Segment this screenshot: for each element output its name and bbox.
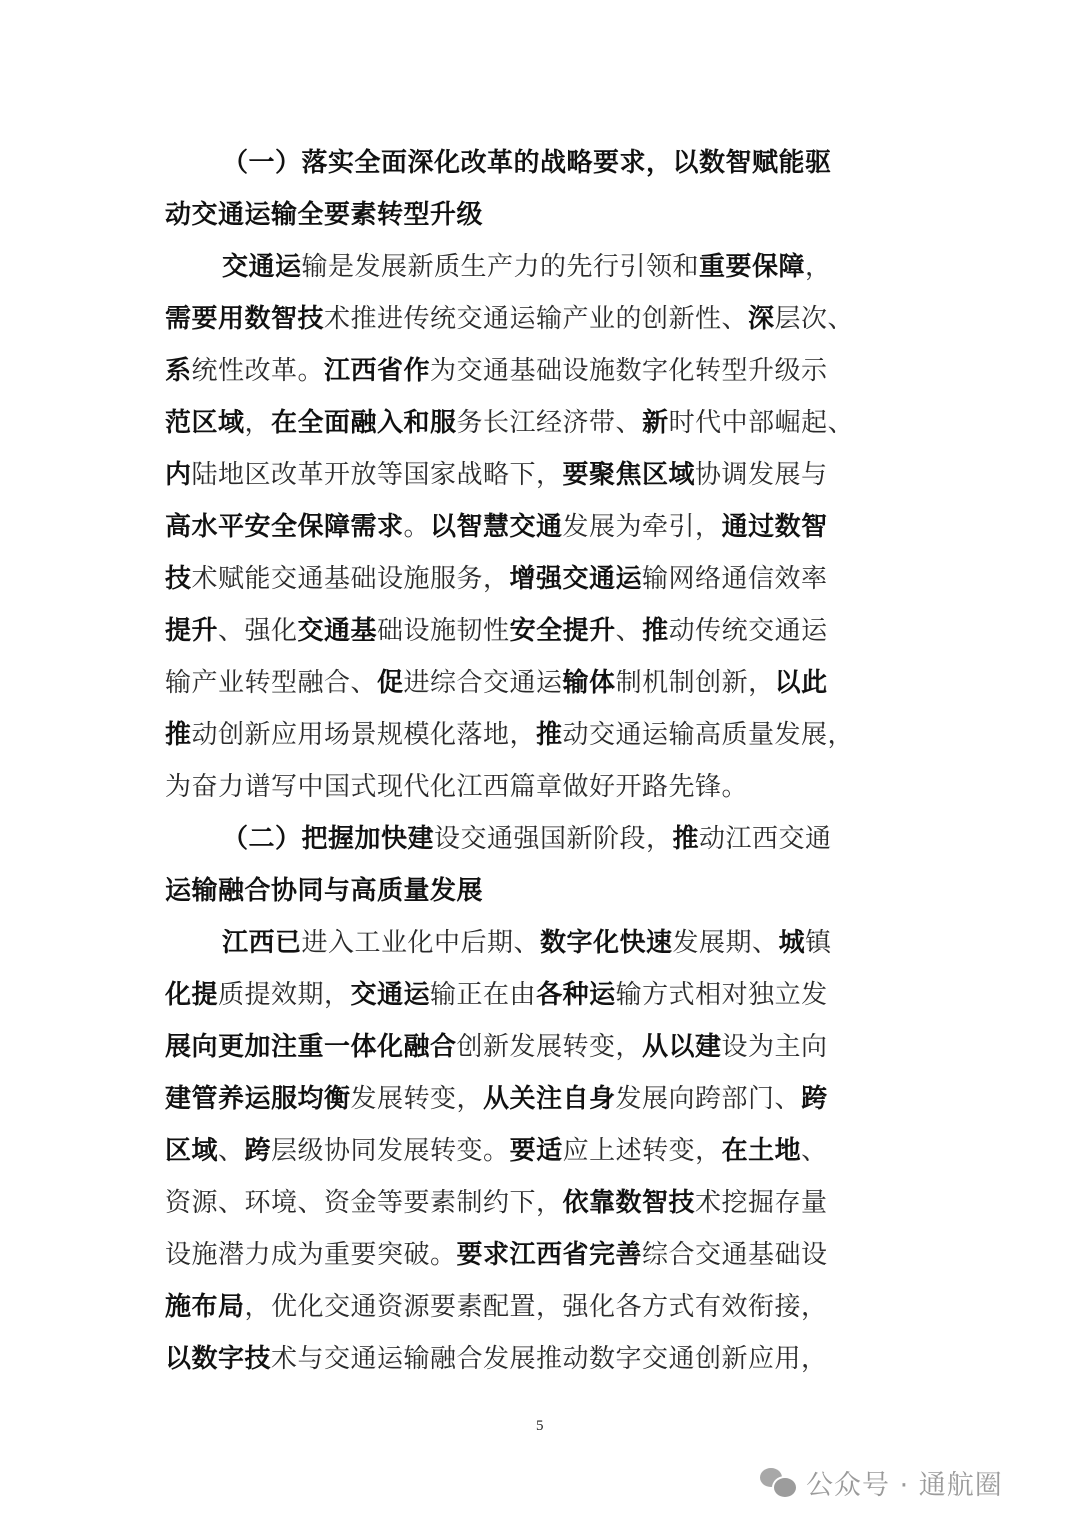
- bold-text: 交通运: [222, 252, 302, 282]
- text-line: [165, 865, 925, 917]
- text-line: [165, 501, 925, 553]
- text: 、强化: [218, 616, 298, 646]
- text: 创新发展转变，: [456, 1032, 643, 1062]
- text-line: [165, 761, 925, 813]
- bold-text: 运输融合协同与高质量发展: [165, 876, 484, 906]
- bold-text: 安全提升: [509, 616, 616, 646]
- bold-text: 新: [642, 408, 669, 438]
- text: 动创新应用场景规模化落地，: [191, 720, 537, 750]
- text-line: [165, 449, 925, 501]
- text: 制机制创新，: [615, 668, 775, 698]
- bold-text: 通过数智: [721, 512, 828, 542]
- text-line: [222, 241, 982, 293]
- text-line: [222, 137, 982, 189]
- bold-text: 江西已: [222, 928, 302, 958]
- text-line: [165, 397, 925, 449]
- text: 发展转变，: [350, 1084, 484, 1114]
- text: ，: [244, 408, 272, 438]
- text-line: [165, 293, 925, 345]
- text: ，: [805, 252, 832, 282]
- text-line: [165, 1177, 925, 1229]
- bold-text: 推: [536, 720, 563, 750]
- text: 。: [403, 512, 431, 542]
- text: 务长江经济带、: [456, 408, 643, 438]
- bold-text: 要适: [509, 1136, 563, 1166]
- text: 术赋能交通基础设施服务，: [191, 564, 510, 594]
- bold-text: 各种运: [536, 980, 616, 1010]
- text: 应上述转变，: [562, 1136, 722, 1166]
- text: ，优化交通资源要素配置，强化各方式有效衔接，: [244, 1292, 828, 1322]
- bold-text: 化提: [165, 980, 219, 1010]
- text-line: [165, 345, 925, 397]
- bold-text: 技: [165, 564, 192, 594]
- text: 为交通基础设施数字化转型升级示: [430, 356, 828, 386]
- bold-text: 输体: [562, 668, 616, 698]
- text: 发展向跨部门、: [615, 1084, 802, 1114]
- bold-text: 要聚焦区域: [562, 460, 696, 490]
- text: 输方式相对独立发: [615, 980, 828, 1010]
- bold-text: 系: [165, 356, 192, 386]
- text-line: [165, 1021, 925, 1073]
- bold-text: 深: [748, 304, 775, 334]
- text: 发展为牵引，: [562, 512, 722, 542]
- text: 输产业转型融合、: [165, 668, 378, 698]
- text-line: [165, 1125, 925, 1177]
- bold-text: 以此: [774, 668, 828, 698]
- text: 层级协同发展转变。: [271, 1136, 510, 1166]
- text: 综合交通基础设: [642, 1240, 828, 1270]
- text: 进入工业化中后期、: [301, 928, 541, 958]
- bold-text: 从以建: [642, 1032, 722, 1062]
- bold-text: （二）把握加快建: [222, 824, 435, 854]
- bold-text: 从关注自身: [483, 1084, 616, 1114]
- text-line: [165, 605, 925, 657]
- text: 发展期、: [672, 928, 779, 958]
- text-line: [165, 1073, 925, 1125]
- text: 、: [801, 1136, 828, 1166]
- text-line: [222, 813, 982, 865]
- text: 陆地区改革开放等国家战略下，: [191, 460, 563, 490]
- bold-text: 推: [165, 720, 192, 750]
- text: 、: [218, 1136, 245, 1166]
- watermark: [760, 1462, 1003, 1502]
- text: 动江西交通: [699, 824, 832, 854]
- bold-text: 高水平安全保障需求: [165, 512, 404, 542]
- bold-text: 依靠数智技: [562, 1188, 696, 1218]
- text: 设为主向: [721, 1032, 828, 1062]
- bold-text: 在全面融入和服: [271, 408, 457, 438]
- text: 资源、环境、资金等要素制约下，: [165, 1188, 563, 1218]
- text-line: [165, 1229, 925, 1281]
- text: 输网络通信效率: [642, 564, 828, 594]
- text: 设施潜力成为重要突破。: [165, 1240, 457, 1270]
- text: 时代中部崛起、: [668, 408, 855, 438]
- wechat-icon: [760, 1466, 796, 1498]
- bold-text: 促: [377, 668, 404, 698]
- text: 进综合交通运: [403, 668, 563, 698]
- bold-text: 施布局: [165, 1292, 245, 1322]
- bold-text: （一）落实全面深化改革的战略要求，以数智赋能驱: [222, 148, 832, 178]
- bold-text: 内: [165, 460, 192, 490]
- text-line: [222, 917, 982, 969]
- text: 为奋力谱写中国式现代化江西篇章做好开路先锋。: [165, 772, 749, 802]
- text: 层次、: [774, 304, 855, 334]
- bold-text: 推: [672, 824, 700, 854]
- text: 输正在由: [430, 980, 537, 1010]
- text: 础设施韧性: [377, 616, 510, 646]
- bold-text: 交通运: [350, 980, 431, 1010]
- page-number: 5: [536, 1418, 544, 1434]
- text: 输是发展新质生产力的先行引领和: [301, 252, 700, 282]
- bold-text: 在土地: [721, 1136, 802, 1166]
- text-line: [165, 189, 925, 241]
- text: 动传统交通运: [668, 616, 828, 646]
- text: 设交通强国新阶段，: [434, 824, 673, 854]
- text: 质提效期，: [218, 980, 351, 1010]
- text-line: [165, 1333, 925, 1385]
- text-line: [165, 709, 925, 761]
- bold-text: 区域: [165, 1136, 219, 1166]
- text: 动交通运输高质量发展，: [562, 720, 855, 750]
- bold-text: 城: [778, 928, 806, 958]
- bold-text: 建管养运服均衡: [165, 1084, 351, 1114]
- bold-text: 重要保障: [699, 252, 806, 282]
- bold-text: 推: [642, 616, 669, 646]
- watermark-text: 公众号 · 通航圈: [806, 1469, 1003, 1501]
- text: 镇: [805, 928, 832, 958]
- text-line: [165, 553, 925, 605]
- bold-text: 以智慧交通: [430, 512, 563, 542]
- bold-text: 数字化快速: [540, 928, 673, 958]
- text: 术与交通运输融合发展推动数字交通创新应用，: [271, 1344, 828, 1374]
- bold-text: 要求江西省完善: [456, 1240, 643, 1270]
- text-line: [165, 969, 925, 1021]
- text-line: [165, 1281, 925, 1333]
- bold-text: 范区域: [165, 408, 245, 438]
- bold-text: 需要用数智技: [165, 304, 325, 334]
- bold-text: 以数字技: [165, 1344, 272, 1374]
- text: 协调发展与: [695, 460, 828, 490]
- bold-text: 动交通运输全要素转型升级: [165, 200, 484, 230]
- bold-text: 交通基: [297, 616, 378, 646]
- text: 统性改革。: [191, 356, 325, 386]
- text-line: [165, 657, 925, 709]
- bold-text: 提升: [165, 616, 219, 646]
- bold-text: 展向更加注重一体化融合: [165, 1032, 457, 1062]
- bold-text: 跨: [801, 1084, 828, 1114]
- text: 、: [615, 616, 643, 646]
- bold-text: 增强交通运: [509, 564, 643, 594]
- text: 术推进传统交通运输产业的创新性、: [324, 304, 749, 334]
- bold-text: 跨: [244, 1136, 272, 1166]
- bold-text: 江西省作: [324, 356, 431, 386]
- text: 术挖掘存量: [695, 1188, 828, 1218]
